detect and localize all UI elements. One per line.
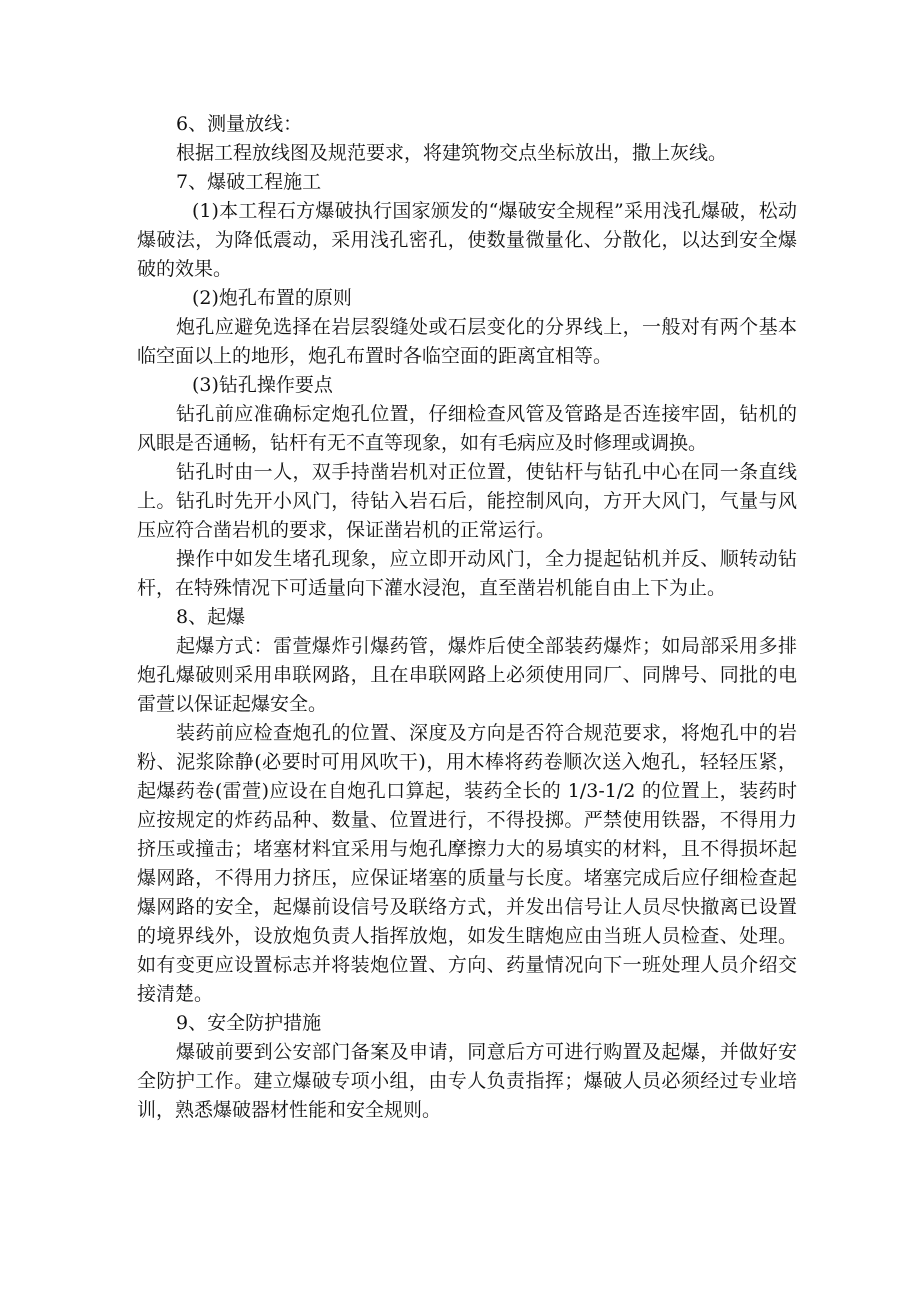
- section-9-heading: 9、安全防护措施: [176, 1012, 322, 1034]
- section-7-1-paragraph: (1)本工程石方爆破执行国家颁发的“爆破安全规程”采用浅孔爆破，松动爆破法，为降低震动，采用浅孔密孔，使数量微量化、分散化，以达到安全爆破的效果。: [137, 200, 797, 280]
- section-8-paragraph-2: 装药前应检查炮孔的位置、深度及方向是否符合规范要求，将炮孔中的岩粉、泥浆除静(必要时可用风吹干)，用木棒将药卷顺次送入炮孔，轻轻压紧，起爆药卷(雷萱)应设在自炮孔口算起，装药全长的 1/3-1/2 的位置上，装药时应按规定的炸药品种、数量、位置进行，不得投掷。严禁使用铁器，不得用力挤压或撞击；堵塞材料宜采用与炮孔摩擦力大的易填实的材料，且不得损坏起爆网路，不得用力挤压，应保证堵塞的质量与长度。堵塞完成后应仔细检查起爆网路的安全，起爆前设信号及联络方式，并发出信号让人员尽快撤离已设置的境界线外，设放炮负责人指挥放炮，如发生瞎炮应由当班人员检查、处理。如有变更应设置标志并将装炮位置、方向、药量情况向下一班处理人员介绍交接清楚。: [137, 722, 797, 1005]
- section-7-3-paragraph-3: 操作中如发生堵孔现象，应立即开动风门，全力提起钻机并反、顺转动钻杆，在特殊情况下可适量向下灌水浸泡，直至凿岩机能自由上下为止。: [137, 548, 797, 599]
- section-7-3-paragraph-2: 钻孔时由一人，双手持凿岩机对正位置，使钻杆与钻孔中心在同一条直线上。钻孔时先开小风门，待钻入岩石后，能控制风向，方开大风门，气量与风压应符合凿岩机的要求，保证凿岩机的正常运行。: [137, 461, 797, 541]
- section-6-heading: 6、测量放线：: [176, 113, 303, 135]
- section-8-paragraph-1: 起爆方式：雷萱爆炸引爆药管，爆炸后使全部装药爆炸；如局部采用多排炮孔爆破则采用串联网路，且在串联网路上必须使用同厂、同牌号、同批的电雷萱以保证起爆安全。: [137, 635, 797, 715]
- document-body: [137, 110, 797, 1125]
- section-7-heading: 7、爆破工程施工: [176, 171, 322, 193]
- section-8-heading: 8、起爆: [176, 606, 246, 628]
- section-7-3-paragraph-1: 钻孔前应准确标定炮孔位置，仔细检查风管及管路是否连接牢固，钻机的风眼是否通畅，钻杆有无不直等现象，如有毛病应及时修理或调换。: [137, 403, 797, 454]
- section-9-paragraph: 爆破前要到公安部门备案及申请，同意后方可进行购置及起爆，并做好安全防护工作。建立爆破专项小组，由专人负责指挥；爆破人员必须经过专业培训，熟悉爆破器材性能和安全规则。: [137, 1041, 797, 1121]
- section-7-3-heading: (3)钻孔操作要点: [192, 374, 333, 396]
- section-6-paragraph: 根据工程放线图及规范要求，将建筑物交点坐标放出，撒上灰线。: [176, 142, 728, 164]
- section-7-2-heading: (2)炮孔布置的原则: [192, 287, 352, 309]
- section-7-2-paragraph: 炮孔应避免选择在岩层裂缝处或石层变化的分界线上，一般对有两个基本临空面以上的地形，炮孔布置时各临空面的距离宜相等。: [137, 316, 797, 367]
